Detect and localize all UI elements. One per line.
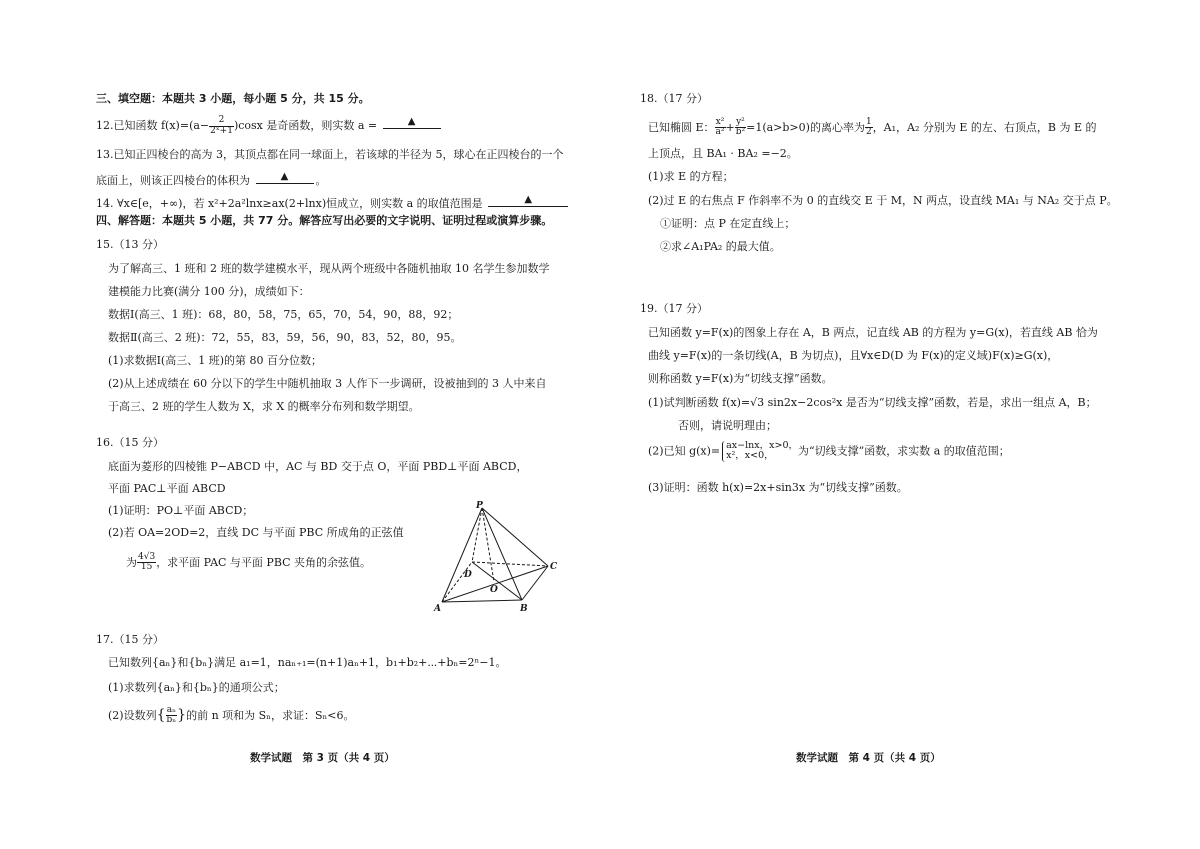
edge-PD xyxy=(472,508,482,562)
q19-piecewise xyxy=(722,441,798,462)
q18-line-4: (2)过 E 的右焦点 F 作斜率不为 0 的直线交 E 于 M，N 两点，设直线 MA₁ 与 NA₂ 交于点 P。 xyxy=(648,194,1118,207)
blank-triangle-icon: ▲ xyxy=(524,194,533,205)
q15-line-1: 为了解高三、1 班和 2 班的数学建模水平，现从两个班级中各随机抽取 10 名学生参加数学 xyxy=(108,262,550,275)
q17-frac-num: aₙ xyxy=(166,705,176,715)
q18-frac-y xyxy=(735,118,746,138)
diagonal-AC xyxy=(442,566,548,602)
q17-fraction xyxy=(166,706,178,726)
q17-right-brace: } xyxy=(177,707,187,724)
q15-line-7: 于高三、2 班的学生人数为 X，求 X 的概率分布列和数学期望。 xyxy=(108,400,420,413)
q16-fraction xyxy=(137,553,156,573)
q18-heading: 18.（17 分） xyxy=(640,92,708,105)
q17-line-3 xyxy=(108,706,354,726)
q16-line-3: (1)证明：PO⊥平面 ABCD； xyxy=(108,504,254,517)
q13-text-post: 。 xyxy=(315,174,327,187)
q16-frac-den: 15 xyxy=(140,562,153,573)
q16-line-2: 平面 PAC⊥平面 ABCD xyxy=(108,482,226,495)
label-C: C xyxy=(550,562,558,572)
section-3-header: 三、填空题：本题共 3 小题，每小题 5 分，共 15 分。 xyxy=(96,92,370,105)
q19-text-post: 为“切线支撑”函数，求实数 a 的取值范围； xyxy=(797,444,1010,458)
q18-line-3: (1)求 E 的方程； xyxy=(648,170,734,183)
q18-frac-e xyxy=(865,118,873,138)
question-14 xyxy=(96,194,570,211)
q18-text-post: ，A₁，A₂ 分别为 E 的左、右顶点，B 为 E 的 xyxy=(872,120,1097,134)
q16-heading: 16.（15 分） xyxy=(96,436,164,449)
q19-line-7: (3)证明：函数 h(x)=2x+sin3x 为“切线支撑”函数。 xyxy=(648,481,908,494)
q16-line-5 xyxy=(126,553,371,573)
blank-triangle-icon: ▲ xyxy=(407,116,416,127)
q17-line-2: (1)求数列{aₙ}和{bₙ}的通项公式； xyxy=(108,681,285,694)
left-page-footer: 数学试题 第 3 页（共 4 页） xyxy=(250,752,395,764)
q18-line-2: 上顶点，且 BA₁ · BA₂ =−2。 xyxy=(648,147,798,160)
q19-heading: 19.（17 分） xyxy=(640,302,708,315)
q18-plus: + xyxy=(725,120,735,134)
question-12 xyxy=(96,116,443,136)
q17-frac-den: bₙ xyxy=(166,715,177,726)
q12-frac-num: 2 xyxy=(209,116,234,126)
q18-fy-num: y² xyxy=(736,117,745,127)
q18-fy-den: b² xyxy=(735,127,746,138)
q19-line-2: 曲线 y=F(x)的一条切线(A，B 为切点)，且∀x∈D(D 为 F(x)的定义域)F(x)≥G(x)， xyxy=(648,349,1059,362)
q18-frac-x xyxy=(715,118,726,138)
edge-DC xyxy=(472,562,548,566)
edge-PC xyxy=(482,508,548,566)
q13-text-pre: 底面上，则该正四棱台的体积为 xyxy=(96,174,250,187)
q19-line-1: 已知函数 y=F(x)的图象上存在 A，B 两点，记直线 AB 的方程为 y=G(x)，若直线 AB 恰为 xyxy=(648,326,1098,339)
edge-BC xyxy=(522,566,548,600)
q18-fe-num: 1 xyxy=(865,117,872,127)
q15-line-4: 数据Ⅱ(高三、2 班)：72，55，83，59，56，90，83，52，80，95。 xyxy=(108,331,462,344)
q16-text-pre: 为 xyxy=(126,555,137,569)
q18-fx-den: a² xyxy=(715,127,725,138)
right-page-footer: 数学试题 第 4 页（共 4 页） xyxy=(796,752,941,764)
q13-answer-blank xyxy=(256,171,314,184)
q13-line-1: 13.已知正四棱台的高为 3，其顶点都在同一球面上，若该球的半径为 5，球心在正四棱台的一个 xyxy=(96,148,564,161)
q17-left-brace: { xyxy=(156,707,166,724)
q19-line-6 xyxy=(648,441,1010,462)
q16-frac-num: 4√3 xyxy=(138,552,156,562)
q15-heading: 15.（13 分） xyxy=(96,238,164,251)
q19-line-5: 否则，请说明理由； xyxy=(678,419,777,432)
q19-case-1: ax−lnx，x>0， xyxy=(726,440,798,451)
q19-text-pre: (2)已知 g(x)= xyxy=(648,444,721,458)
section-4-header: 四、解答题：本题共 5 小题，共 77 分。解答应写出必要的文字说明、证明过程或演算步骤。 xyxy=(96,214,553,227)
q14-answer-blank xyxy=(488,194,568,207)
q15-line-6: (2)从上述成绩在 60 分以下的学生中随机抽取 3 人作下一步调研，设被抽到的 3 人中来自 xyxy=(108,377,547,390)
label-A: A xyxy=(434,604,441,614)
q18-fe-den: 2 xyxy=(865,127,872,138)
q19-line-4: (1)试判断函数 f(x)=√3 sin2x−2cos²x 是否为“切线支撑”函数，若是，求出一组点 A，B； xyxy=(648,396,1097,409)
q15-line-3: 数据Ⅰ(高三、1 班)：68，80，58，75，65，70，54，90，88，92； xyxy=(108,308,459,321)
q12-fraction xyxy=(209,116,234,136)
q17-text-post: 的前 n 项和为 Sₙ，求证：Sₙ<6。 xyxy=(186,708,355,722)
blank-triangle-icon: ▲ xyxy=(280,171,289,182)
q18-line-1 xyxy=(648,118,1097,138)
q19-case-2: x²，x<0， xyxy=(726,450,774,462)
q16-text-post: ，求平面 PAC 与平面 PBC 夹角的余弦值。 xyxy=(156,555,372,569)
q12-answer-blank xyxy=(383,116,441,129)
q18-text-pre: 已知椭圆 E： xyxy=(648,120,715,134)
label-P: P xyxy=(476,501,483,511)
q18-text-mid: =1(a>b>0)的离心率为 xyxy=(746,120,865,134)
q17-line-1: 已知数列{aₙ}和{bₙ}满足 a₁=1，naₙ₊₁=(n+1)aₙ+1，b₁+b₂+⋯+bₙ=2ⁿ−1。 xyxy=(108,656,507,669)
question-13-line-2 xyxy=(96,171,327,188)
label-B: B xyxy=(520,604,528,614)
q14-text: 14. ∀x∈[e，+∞)，若 x²+2a²lnx≥ax(2+lnx)恒成立，则实数 a 的取值范围是 xyxy=(96,197,483,210)
q18-line-5: ①证明：点 P 在定直线上； xyxy=(660,217,796,230)
label-O: O xyxy=(490,585,498,595)
q17-text-pre: (2)设数列 xyxy=(108,708,157,722)
q15-line-2: 建模能力比赛(满分 100 分)，成绩如下： xyxy=(108,285,310,298)
q12-text-pre: 12.已知函数 f(x)=(a− xyxy=(96,119,210,132)
pyramid-figure xyxy=(430,498,570,616)
label-D: D xyxy=(464,570,472,580)
q12-frac-den: 2ˣ+1 xyxy=(210,125,233,136)
q15-line-5: (1)求数据Ⅰ(高三、1 班)的第 80 百分位数； xyxy=(108,354,322,367)
q17-heading: 17.（15 分） xyxy=(96,633,164,646)
q16-line-4: (2)若 OA=2OD=2，直线 DC 与平面 PBC 所成角的正弦值 xyxy=(108,526,404,539)
edge-PA xyxy=(442,508,482,602)
q12-text-post: )cosx 是奇函数，则实数 a = xyxy=(233,119,378,132)
q18-line-6: ②求∠A₁PA₂ 的最大值。 xyxy=(660,240,781,253)
q19-line-3: 则称函数 y=F(x)为“切线支撑”函数。 xyxy=(648,372,833,385)
edge-AB xyxy=(442,600,522,602)
q16-line-1: 底面为菱形的四棱锥 P−ABCD 中，AC 与 BD 交于点 O，平面 PBD⊥平面 ABCD， xyxy=(108,460,528,473)
q18-fx-num: x² xyxy=(715,117,725,127)
